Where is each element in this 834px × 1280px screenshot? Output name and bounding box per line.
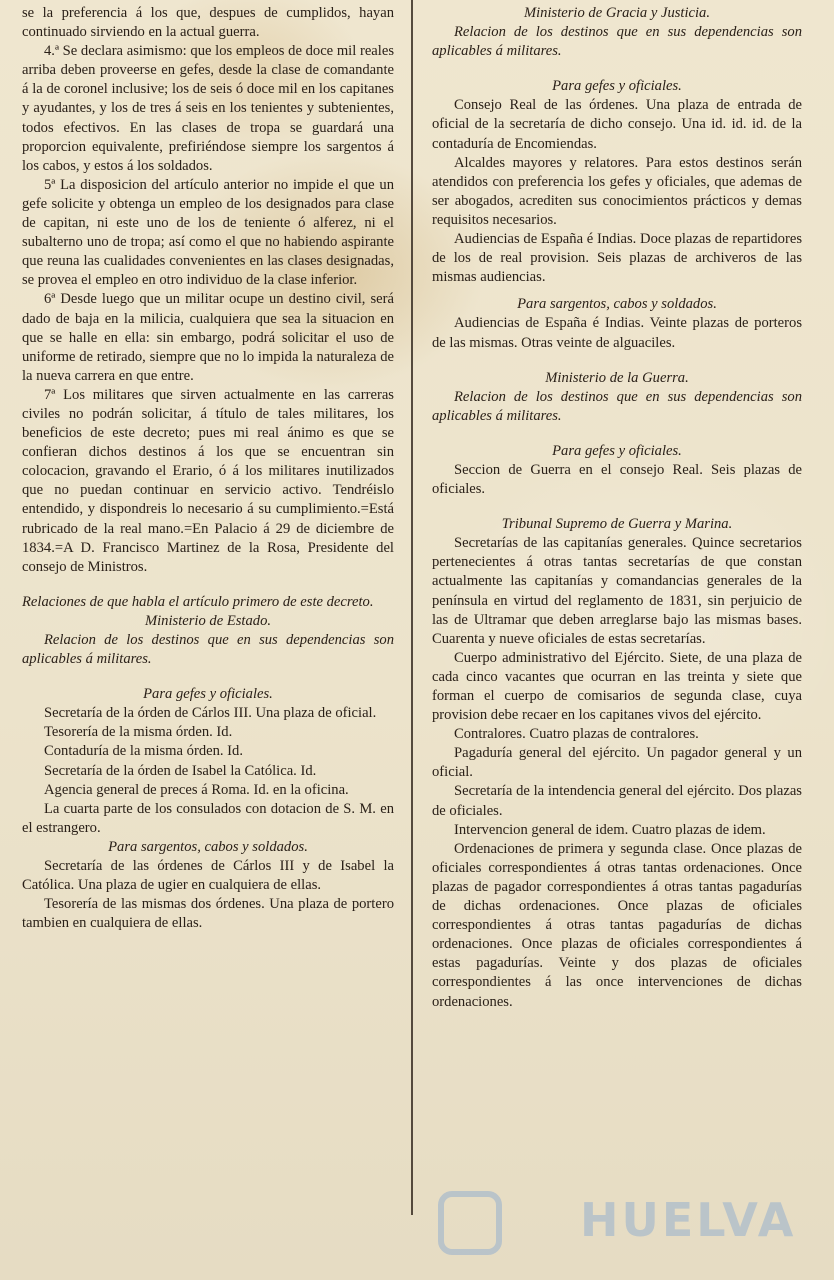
- library-watermark: [430, 1185, 797, 1265]
- left-article-6: 6ª Desde luego que un militar ocupe un destino civil, será dado de baja en la milicia, cualquiera que sea la situacion en que se halle en ella: sin embargo, podrá solicitar el uso de uniforme de retirado, siempre que no lo impida la naturaleza de la nueva carrera en que entre.: [22, 291, 394, 384]
- entry: Intervencion general de idem. Cuatro plazas de idem.: [454, 821, 766, 838]
- left-para-0: se la preferencia á los que, despues de cumplidos, hayan continuado sirviendo en la actual guerra.: [22, 5, 394, 41]
- relacion-intro: Relacion de los destinos que en sus dependencias son aplicables á militares.: [432, 388, 802, 424]
- section-heading-gefes: Para gefes y oficiales.: [143, 686, 273, 703]
- spacer: [22, 577, 394, 593]
- section-heading-gefes: Para gefes y oficiales.: [552, 442, 682, 459]
- section-heading-gefes: Para gefes y oficiales.: [552, 78, 682, 95]
- left-article-5: 5ª La disposicion del artículo anterior no impide el que un gefe solicite y obtenga un empleo de los designados para clase de capitan, ni este uno de los de teniente ó alferez, ni el subalterno uno de tropa; así como el que no habiendo aspirante que reuna las cualidades convenientes en las clases designadas, se provea el empleo en otro individuo de la clase inferior.: [22, 176, 394, 289]
- entry: Secretaría de la intendencia general del ejército. Dos plazas de oficiales.: [432, 783, 802, 819]
- entry: Consejo Real de las órdenes. Una plaza de entrada de oficial de la secretaría de dicho consejo. Una id. id. id. de la contaduría de Encomiendas.: [432, 97, 802, 152]
- consulados-para: La cuarta parte de los consulados con dotacion de S. M. en el estrangero.: [22, 800, 394, 836]
- spacer: [432, 287, 802, 295]
- entry: Pagaduría general del ejército. Un pagador general y un oficial.: [432, 745, 802, 781]
- entry: Secretaría de la órden de Cárlos III. Una plaza de oficial.: [44, 705, 377, 722]
- column-divider: [411, 0, 413, 1215]
- entry: Cuerpo administrativo del Ejército. Siete, de una plaza de cada cinco vacantes que ocurran en las treinta y siete que forman el cuerpo de comisarios de segunda clase, cuya provision debe recaer en los capitanes vivos del ejército.: [432, 649, 802, 724]
- relacion-intro: Relacion de los destinos que en sus dependencias son aplicables á militares.: [432, 24, 802, 60]
- section-heading-sargentos: Para sargentos, cabos y soldados.: [517, 296, 717, 313]
- ministry-heading-guerra: Ministerio de la Guerra.: [545, 369, 689, 386]
- right-column: [432, 4, 802, 1012]
- spacer: [432, 499, 802, 515]
- spacer: [432, 426, 802, 442]
- entry: Audiencias de España é Indias. Doce plazas de repartidores de los de real provision. Seis plazas de archiveros de las mismas audiencias.: [432, 231, 802, 286]
- section-heading-tribunal: Tribunal Supremo de Guerra y Marina.: [501, 516, 733, 533]
- entry: Secretarías de las capitanías generales. Quince secretarios pertenecientes á otras tantas secretarías de que constan actualmente las capitanías y comandancias generales de la península en virtud del reglamento de 1831, sin perjuicio de las de Ultramar que deben arreglarse bajo las mismas bases. Cuarenta y nueve oficiales de estas secretarías.: [432, 535, 802, 647]
- spacer: [22, 669, 394, 685]
- section-heading-sargentos: Para sargentos, cabos y soldados.: [108, 838, 308, 855]
- spacer: [432, 353, 802, 369]
- left-article-7: 7ª Los militares que sirven actualmente en las carreras civiles no podrán solicitar, á título de tales militares, los beneficios de este decreto; pues mi real ánimo es que se confieran dichos destinos á los que se encuentran sin colocacion, gravando el Erario, ó á los militares inutilizados que no puedan continuar en servicio activo. Tendréislo entendido, y dispondreis lo necesario á su cumplimiento.=Está rubricado de la real mano.=En Palacio á 29 de diciembre de 1834.=A D. Francisco Martinez de la Rosa, Presidente del consejo de Ministros.: [22, 386, 394, 575]
- entry: Agencia general de preces á Roma. Id. en la oficina.: [44, 781, 349, 798]
- entry: Contaduría de la misma órden. Id.: [44, 743, 243, 760]
- spacer: [432, 61, 802, 77]
- entry: Secretaría de las órdenes de Cárlos III y de Isabel la Católica. Una plaza de ugier en cualquiera de ellas.: [22, 858, 394, 894]
- watermark-text: HUELVA: [580, 1193, 797, 1247]
- left-column: [22, 4, 394, 933]
- entry: Ordenaciones de primera y segunda clase. Once plazas de oficiales correspondientes á otras tantas ordenaciones. Once plazas de pagador correspondientes á otras tantas pagadurías de dichas ordenaciones. Once plazas de oficiales correspondientes á otras tantas pagadurías de dichas ordenaciones. Once plazas de oficiales correspondientes á estas pagadurías. Veinte y dos plazas de oficiales correspondientes á las once intervenciones de dichas ordenaciones.: [432, 840, 802, 1010]
- shield-logo-icon: [438, 1191, 502, 1255]
- left-article-4: 4.ª Se declara asimismo: que los empleos de doce mil reales arriba deben proveerse en gefes, desde la clase de comandante á la de coronel inclusive; los de seis ó doce mil en los capitanes y ayudantes, y los de tres á seis en los tenientes y subtenientes, todos efectivos. En las clases de tropa se guardará una proporcion equivalente, prefiriéndose siempre los sargentos á los cabos, y estos á los soldados.: [22, 43, 394, 174]
- entry: Alcaldes mayores y relatores. Para estos destinos serán atendidos con preferencia los gefes y oficiales, que ademas de ser abogados, acrediten sus conocimientos prácticos y demas requisitos necesarios.: [432, 154, 802, 228]
- relaciones-heading: Relaciones de que habla el artículo primero de este decreto.: [22, 593, 374, 610]
- ministry-heading-estado: Ministerio de Estado.: [144, 612, 272, 629]
- ministry-heading-gracia: Ministerio de Gracia y Justicia.: [523, 5, 711, 21]
- entry: Seccion de Guerra en el consejo Real. Seis plazas de oficiales.: [432, 461, 802, 498]
- entry: Tesorería de las mismas dos órdenes. Una plaza de portero tambien en cualquiera de ellas.: [22, 896, 394, 932]
- entry: Audiencias de España é Indias. Veinte plazas de porteros de las mismas. Otras veinte de alguaciles.: [432, 315, 802, 351]
- entry: Tesorería de la misma órden. Id.: [44, 724, 233, 741]
- entry: Contralores. Cuatro plazas de contralores.: [454, 726, 699, 743]
- entry: Secretaría de la órden de Isabel la Católica. Id.: [44, 762, 317, 779]
- relacion-intro: Relacion de los destinos que en sus dependencias son aplicables á militares.: [22, 632, 394, 668]
